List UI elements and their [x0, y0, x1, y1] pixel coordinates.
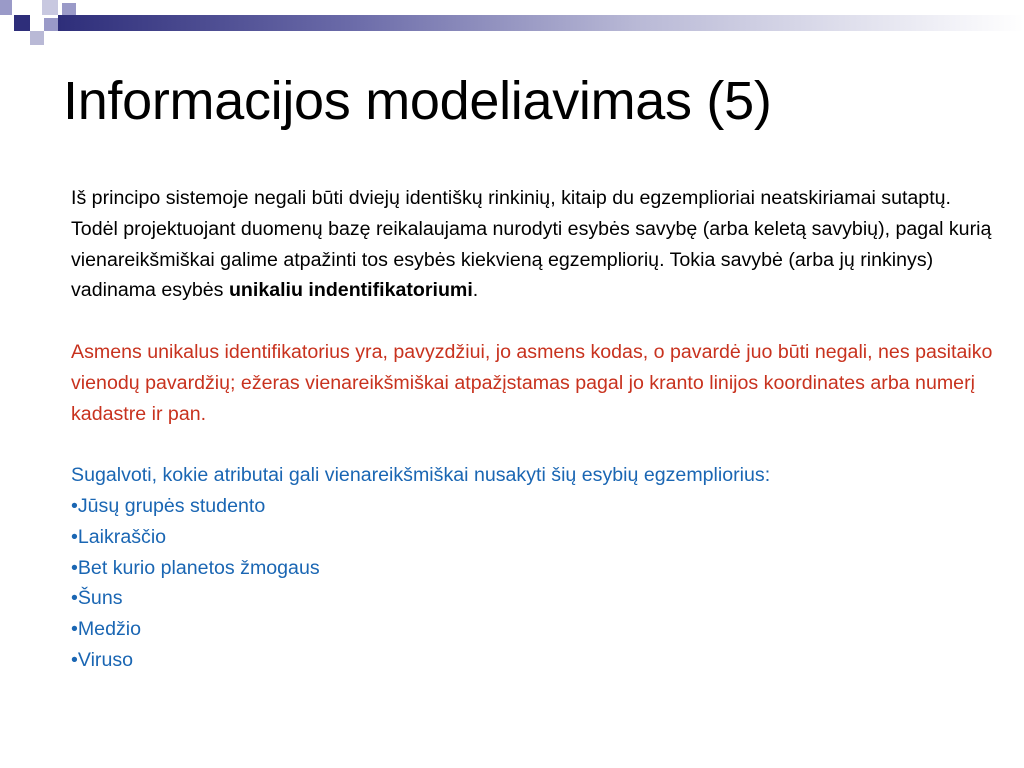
- slide-title: Informacijos modeliavimas (5): [63, 71, 772, 131]
- decor-square: [14, 15, 30, 31]
- entity-list: [71, 491, 996, 676]
- term-unique-identifier: unikaliu indentifikatoriumi: [228, 279, 473, 302]
- paragraph-task: Sugalvoti, kokie atributai gali vienareikšmiškai nusakyti šių esybių egzempliorius:: [71, 464, 771, 487]
- list-item: •Jūsų grupės studento: [71, 494, 266, 517]
- list-item: •Medžio: [71, 618, 142, 641]
- decor-square: [30, 31, 44, 45]
- list-item: •Viruso: [71, 648, 134, 671]
- paragraph-definition-text: Iš principo sistemoje negali būti dviejų identiškų rinkinių, kitaip du egzemplioriai neatskiriamai sutaptų. Todėl projektuojant duomenų bazę reikalaujama nurodyti esybės savybę (arba keletą savybių), pagal kurią vienareikšmiškai galime atpažinti tos esybės kiekvieną egzempliorių. Tokia savybė (arba jų rinkinys) vadinama esybės: [71, 187, 992, 302]
- header-gradient-bar: [58, 15, 1024, 31]
- paragraph-definition-end: .: [472, 279, 479, 302]
- decor-square: [42, 0, 58, 15]
- list-item: •Bet kurio planetos žmogaus: [71, 556, 320, 579]
- decor-square: [44, 18, 58, 31]
- paragraph-definition: [71, 183, 996, 306]
- decor-square: [0, 0, 12, 15]
- slide-body: [71, 183, 996, 676]
- list-item: •Laikraščio: [71, 525, 167, 548]
- list-item: •Šuns: [71, 587, 123, 610]
- header-decoration: [0, 0, 1024, 60]
- decor-square: [62, 3, 76, 15]
- paragraph-example: Asmens unikalus identifikatorius yra, pavyzdžiui, jo asmens kodas, o pavardė juo būti negali, nes pasitaiko vienodų pavardžių; ežeras vienareikšmiškai atpažįstamas pagal jo kranto linijos koordinates arba numerį kadastre ir pan.: [71, 340, 993, 425]
